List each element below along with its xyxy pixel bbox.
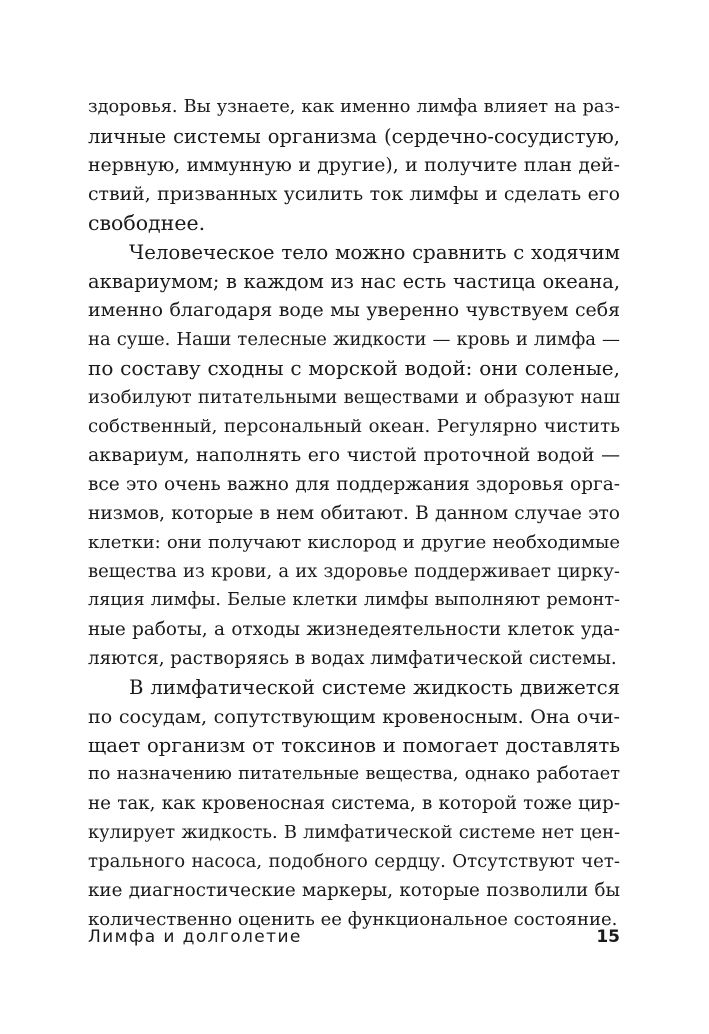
text-line: трального насоса, подобного сердцу. Отсутствуют чет-: [88, 851, 620, 872]
text-line: клетки: они получают кислород и другие необходимые: [88, 532, 620, 553]
page-number: 15: [596, 927, 620, 947]
running-head: Лимфа и долголетие: [88, 927, 302, 947]
text-line: ляются, растворяясь в водах лимфатической системы.: [88, 648, 617, 669]
text-line: на суше. Наши телесные жидкости — кровь и лимфа —: [88, 329, 620, 350]
text-line: щает организм от токсинов и помогает доставлять: [88, 734, 620, 757]
text-line: свободнее.: [88, 211, 206, 235]
text-line: ляция лимфы. Белые клетки лимфы выполняют ремонт-: [88, 590, 620, 610]
body-text: [88, 93, 620, 934]
text-line: кулирует жидкость. В лимфатической системе нет цен-: [88, 822, 620, 843]
paragraph: [88, 673, 620, 934]
text-line: низмов, которые в нем обитают. В данном случае это: [88, 503, 620, 524]
text-line: по назначению питательные вещества, однако работает: [88, 764, 620, 784]
text-line: нервную, иммунную и другие), и получите план дей-: [88, 155, 620, 176]
text-line: здоровья. Вы узнаете, как именно лимфа влияет на раз-: [88, 97, 620, 117]
text-line: по сосудам, сопутствующим кровеносным. Она очи-: [88, 705, 620, 728]
text-line: по составу сходны с морской водой: они соленые,: [88, 356, 620, 380]
text-line: количественно оценить ее функциональное состояние.: [88, 909, 618, 930]
text-line: ствий, призванных усилить ток лимфы и сделать его: [88, 183, 620, 205]
text-line: не так, как кровеносная система, в которой тоже цир-: [88, 793, 620, 814]
paragraph: [88, 238, 620, 673]
text-line: вещества из крови, а их здоровье поддерживает цирку-: [88, 561, 620, 582]
text-line: изобилуют питательными веществами и образуют наш: [88, 387, 620, 408]
text-line: Человеческое тело можно сравнить с ходячим: [129, 241, 620, 264]
text-line: все это очень важно для поддержания здоровья орга-: [88, 474, 620, 495]
paragraph: [88, 93, 620, 238]
text-line: именно благодаря воде мы уверенно чувствуем себя: [88, 299, 620, 321]
text-line: кие диагностические маркеры, которые позволили бы: [88, 880, 620, 901]
text-line: ные работы, а отходы жизнедеятельности клеток уда-: [88, 619, 620, 640]
text-line: аквариумом; в каждом из нас есть частица океана,: [88, 270, 620, 293]
text-line: В лимфатической системе жидкость движется: [129, 676, 620, 699]
text-line: собственный, персональный океан. Регулярно чистить: [88, 416, 620, 437]
text-line: аквариум, наполнять его чистой проточной водой —: [88, 444, 620, 466]
text-line: личные системы организма (сердечно-сосудистую,: [88, 125, 620, 148]
page-footer: [88, 927, 620, 955]
